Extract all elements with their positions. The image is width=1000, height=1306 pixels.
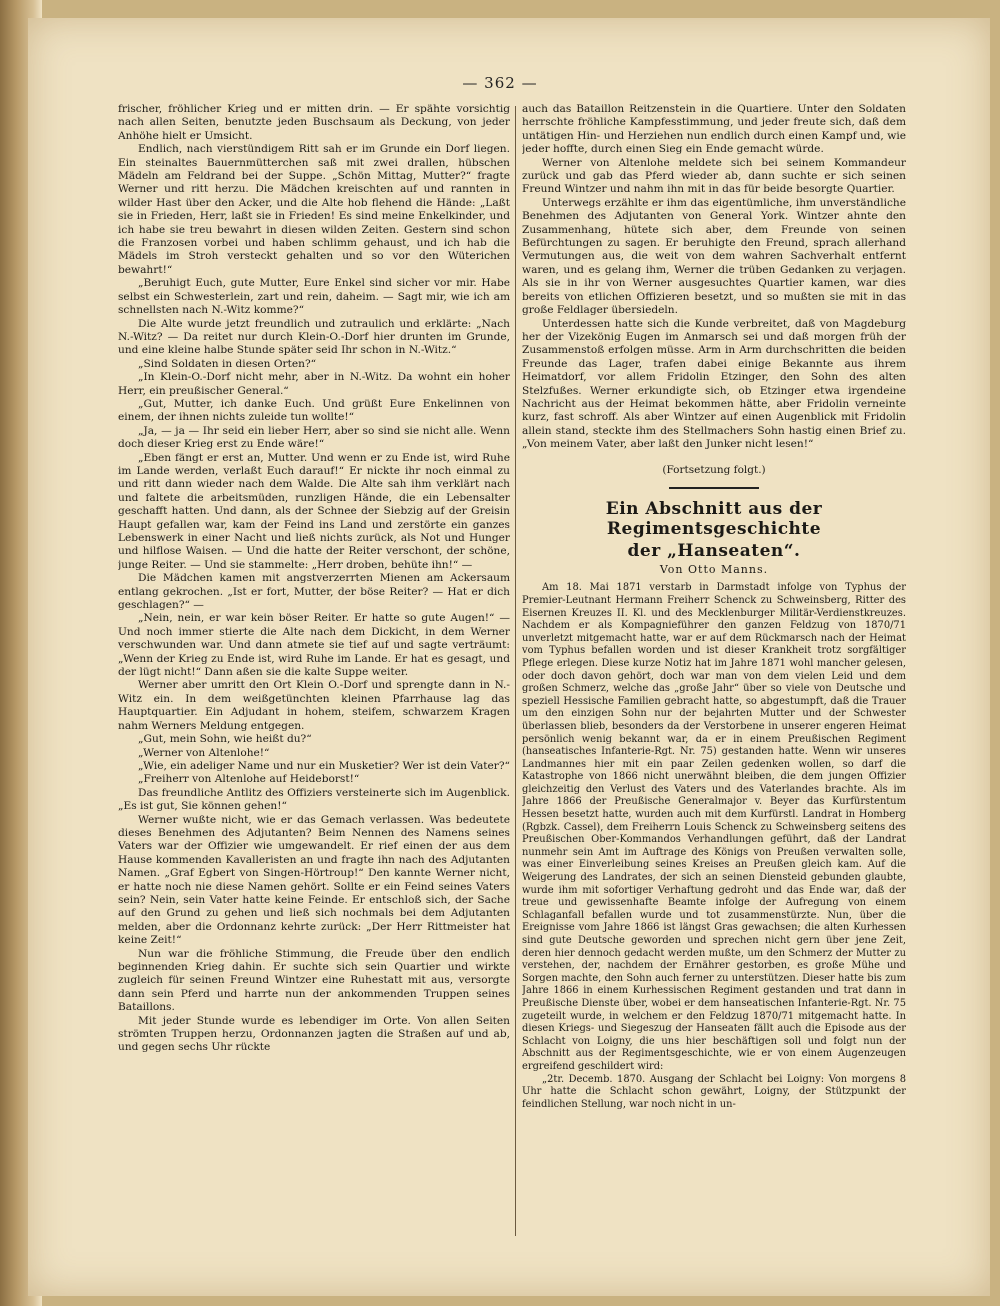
paragraph: Werner von Altenlohe meldete sich bei seinem Kommandeur zurück und gab das Pferd wieder ab, dann suchte er sich seinen Freund Wintzer und nahm ihn mit in das für beide besorgte Quartier. bbox=[522, 156, 906, 196]
paragraph: Unterwegs erzählte er ihm das eigentümliche, ihm unverständliche Benehmen des Adjutanten von General York. Wintzer ahnte den Zusammenhang, hütete sich aber, dem Freunde von seinen Befürchtungen zu sagen. Er beruhigte den Freund, sprach allerhand Vermutungen aus, die weit von dem wahren Sachverhalt entfernt waren, und es gelang ihm, Werner die trüben Gedanken zu verjagen. Als sie in ihr von Werner ausgesuchtes Quartier kamen, war dies bereits von etlichen Offizieren besetzt, und so mußten sie mit in das große Feldlager übersiedeln. bbox=[522, 196, 906, 317]
paragraph: „Freiherr von Altenlohe auf Heideborst!“ bbox=[138, 773, 360, 786]
paragraph: Mit jeder Stunde wurde es lebendiger im Orte. Von allen Seiten strömten Truppen herzu, Ordonnanzen jagten die Straßen auf und ab, und gegen sechs Uhr rückte bbox=[118, 1014, 510, 1054]
paragraph: „Nein, nein, er war kein böser Reiter. Er hatte so gute Augen!“ — Und noch immer stierte die Alte nach dem Dickicht, in dem Werner verschwunden war. Und dann atmete sie tief auf und sagte verträumt: „Wenn der Krieg zu Ende ist, wird Ruhe im Lande. Er hat es gesagt, und der lügt nicht!“ Dann aßen sie die kalte Suppe weiter. bbox=[118, 612, 510, 679]
page-number: — 362 — bbox=[462, 74, 538, 92]
paragraph: „Ja, — ja — Ihr seid ein lieber Herr, aber so sind sie nicht alle. Wenn doch dieser Krieg erst zu Ende wäre!“ bbox=[118, 424, 510, 451]
paragraph: Nun war die fröhliche Stimmung, die Freude über den endlich beginnenden Krieg dahin. Er suchte sich sein Quartier und wirkte zugleich für seinen Freund Wintzer eine Ruhestatt mit aus, versorgte dann sein Pferd und harrte nun der ankommenden Truppen seines Bataillons. bbox=[118, 947, 510, 1014]
article-title-line2: der „Hanseaten“. bbox=[627, 540, 801, 561]
paragraph: Die Alte wurde jetzt freundlich und zutraulich und erklärte: „Nach N.-Witz? — Da reitet nur durch Klein-O.-Dorf hier drunten im Grunde, und eine kleine halbe Stunde später seid Ihr schon in N.-Witz.“ bbox=[118, 317, 510, 357]
right-column bbox=[522, 103, 906, 1273]
paragraph: Werner aber umritt den Ort Klein O.-Dorf und sprengte dann in N.-Witz ein. In dem weißgetünchten kleinen Pfarrhause lag das Hauptquartier. Ein Adjudant in hohem, steifem, schwarzem Kragen nahm Werners Meldung entgegen. bbox=[118, 679, 510, 732]
paragraph: „Gut, Mutter, ich danke Euch. Und grüßt Eure Enkelinnen von einem, der ihnen nichts zuleide tun wollte!“ bbox=[118, 397, 510, 424]
paragraph: „Gut, mein Sohn, wie heißt du?“ bbox=[138, 733, 312, 746]
paragraph: „In Klein-O.-Dorf nicht mehr, aber in N.-Witz. Da wohnt ein hoher Herr, ein preußischer General.“ bbox=[118, 371, 510, 397]
paragraph: Werner wußte nicht, wie er das Gemach verlassen. Was bedeutete dieses Benehmen des Adjutanten? Beim Nennen des Namens seines Vaters war der Offizier wie umgewandelt. Er rief einen der aus dem Hause kommenden Kavalleristen an und fragte ihn nach des Adjutanten Namen. „Graf Egbert von Singen-Hörtroup!“ Den kannte Werner nicht, er hatte noch nie diese Namen gehört. Sollte er ein Feind seines Vaters sein? Nein, sein Vater hatte keine Feinde. Er entschloß sich, der Sache auf den Grund zu gehen und ließ sich nochmals bei dem Adjutanten melden, aber die Ordonnanz kehrte zurück: „Der Herr Rittmeister hat keine Zeit!“ bbox=[118, 813, 510, 947]
section-rule bbox=[669, 487, 759, 489]
article-title-line1: Ein Abschnitt aus der Regimentsgeschichte bbox=[605, 498, 823, 539]
column-divider bbox=[515, 106, 516, 1236]
paragraph: Das freundliche Antlitz des Offiziers versteinerte sich im Augenblick. „Es ist gut, Sie können gehen!“ bbox=[118, 786, 510, 813]
left-column bbox=[118, 103, 510, 1273]
continuation-note: (Fortsetzung folgt.) bbox=[662, 463, 766, 476]
paragraph: „2tr. Decemb. 1870. Ausgang der Schlacht bei Loigny: Von morgens 8 Uhr hatte die Schlacht schon gewährt, Loigny, der Stützpunkt der feindlichen Stellung, war noch nicht in un- bbox=[522, 1073, 906, 1110]
article-byline: Von Otto Manns. bbox=[659, 562, 769, 576]
paragraph: frischer, fröhlicher Krieg und er mitten drin. — Er spähte vorsichtig nach allen Seiten, benutzte jeden Buschsaum als Deckung, von jeder Anhöhe hielt er Umsicht. bbox=[118, 103, 510, 142]
paragraph: „Sind Soldaten in diesen Orten?“ bbox=[138, 357, 317, 370]
paragraph: auch das Bataillon Reitzenstein in die Quartiere. Unter den Soldaten herrschte fröhliche Kampfesstimmung, und jeder freute sich, daß dem untätigen Hin- und Herziehen nun endlich durch einen Kampf und, wie jeder hoffte, durch einen Sieg ein Ende gemacht würde. bbox=[522, 103, 906, 156]
paragraph: „Wie, ein adeliger Name und nur ein Musketier? Wer ist dein Vater?“ bbox=[138, 759, 510, 772]
paragraph: „Beruhigt Euch, gute Mutter, Eure Enkel sind sicher vor mir. Habe selbst ein Schwesterlein, zart und rein, daheim. — Sagt mir, wie ich am schnellsten nach N.-Witz komme?“ bbox=[118, 277, 510, 317]
paragraph: „Werner von Altenlohe!“ bbox=[138, 746, 270, 759]
paragraph: Am 18. Mai 1871 verstarb in Darmstadt infolge von Typhus der Premier-Leutnant Hermann Freiherr Schenck zu Schweinsberg, Ritter des Eisernen Kreuzes II. Kl. und des Mecklenburger Militär-Verdienstkreuzes. Nachdem er als Kompagnieführer den ganzen Feldzug von 1870/71 unverletzt mitgemacht hatte, war er auf dem Rückmarsch nach der Heimat vom Typhus befallen worden und ist dieser Krankheit trotz sorgfältiger Pflege erlegen. Diese kurze Notiz hat im Jahre 1871 wohl mancher gelesen, oder doch davon gehört, doch war man von dem vielen Leid und dem großen Schmerz, welche das „große Jahr“ über so viele von Deutsche und speziell Hessische Familien gebracht hatte, so abgestumpft, daß die Trauer um den einzigen Sohn nur der bejahrten Mutter und der Schwester überlassen blieb, besonders da der Verstorbene in unserer engeren Heimat persönlich wenig bekannt war, da er in einem Preußischen Regiment (hanseatisches Infanterie-Rgt. Nr. 75) gestanden hatte. Wenn wir unseres Landmannes hier mit ein paar Zeilen gedenken wollen, so darf die Katastrophe von 1866 nicht unerwähnt bleiben, die dem jungen Offizier gleichzeitig den Verlust des Vaters und des Vaterlandes brachte. Als im Jahre 1866 der Preußische Generalmajor v. Beyer das Kurfürstentum Hessen besetzt hatte, wurden auch mit dem Kurfürstl. Landrat in Homberg (Rgbzk. Cassel), dem Freiherrn Louis Schenck zu Schweinsberg seitens des Preußischen Ober-Kommandos Verhandlungen geführt, daß der Landrat nunmehr sein Amt im Auftrage des Königs von Preußen verwalten solle, was einer Einverleibung seines Kreises an Preußen gleich kam. Auf die Weigerung des Landrates, der sich an seinen Diensteid gebunden glaubte, wurde ihm mit sofortiger Verhaftung gedroht und das Ende war, daß der treue und gewissenhafte Beamte infolge der Aufregung von einem Schlaganfall befallen wurde und tot zusammenstürzte. Nun, über die Ereignisse vom Jahre 1866 ist längst Gras gewachsen; die alten Kurhessen sind gute Deutsche geworden und sprechen nicht gern über jene Zeit, deren hier dennoch gedacht werden mußte, um den Schmerz der Mutter zu verstehen, der, nachdem der Ernährer gestorben, es große Mühe und Sorgen machte, den Sohn auch ferner zu unterstützen. Dieser hatte bis zum Jahre 1866 in einem Kurhessischen Regiment gestanden und trat dann in Preußische Dienste über, wobei er dem hanseatischen Infanterie-Rgt. Nr. 75 zugeteilt wurde, in welchem er den Feldzug 1870/71 mitgemacht hatte. In diesen Kriegs- und Siegeszug der Hanseaten fällt auch die Episode aus der Schlacht von Loigny, die uns hier beschäftigen soll und folgt nun der Abschnitt aus der Regimentsgeschichte, wie er von einem Augenzeugen ergreifend geschildert wird: bbox=[522, 582, 906, 1072]
paragraph: Endlich, nach vierstündigem Ritt sah er im Grunde ein Dorf liegen. Ein steinaltes Bauernmütterchen saß mit zwei drallen, hübschen Mädeln am Feldrand bei der Suppe. „Schön Mittag, Mutter?“ fragte Werner und ritt herzu. Die Mädchen kreischten auf und rannten in wilder Hast über den Acker, und die Alte hob flehend die Hände: „Laßt sie in Frieden, Herr, laßt sie in Frieden! Es sind meine Enkelkinder, und ich habe sie treu bewahrt in diesen wilden Zeiten. Gestern sind schon die Franzosen vorbei und haben schlimm gehaust, und ich hab die Mädels im Stroh versteckt gehalten und so vor den Wüterichen bewahrt!“ bbox=[118, 143, 510, 276]
paragraph: Die Mädchen kamen mit angstverzerrten Mienen am Ackersaum entlang gekrochen. „Ist er fort, Mutter, der böse Reiter? — Hat er dich geschlagen?“ — bbox=[118, 572, 510, 612]
paragraph: Unterdessen hatte sich die Kunde verbreitet, daß von Magdeburg her der Vizekönig Eugen im Anmarsch sei und daß morgen früh der Zusammenstoß erfolgen müsse. Arm in Arm durchschritten die beiden Freunde das Lager, trafen dabei einige Bekannte aus ihrem Heimatdorf, vor allem Fridolin Etzinger, den Sohn des alten Stelzfußes. Werner erkundigte sich, ob Etzinger etwa irgendeine Nachricht aus der Heimat bekommen hätte, aber Fridolin verneinte kurz, fast schroff. Als aber Wintzer auf einen Augenblick mit Fridolin allein stand, steckte ihm des Stellmachers Sohn hastig einen Brief zu. „Von meinem Vater, aber laßt den Junker nicht lesen!“ bbox=[522, 317, 906, 451]
paragraph: „Eben fängt er erst an, Mutter. Und wenn er zu Ende ist, wird Ruhe im Lande werden, verlaßt Euch darauf!“ Er nickte ihr noch einmal zu und ritt dann wieder nach dem Walde. Die Alte sah ihm verklärt nach und faltete die arbeitsmüden, runzligen Hände, die ein Lebensalter geschafft hatten. Und dann, als der Schnee der Siebzig auf der Greisin Haupt gefallen war, kam der Feind ins Land und zerstörte ein ganzes Lebenswerk in einer Nacht und ließ nichts zurück, als Not und Hunger und hilflose Waisen. — Und die hatte der Reiter verschont, der schöne, junge Reiter. — Und sie stammelte: „Herr droben, behüte ihn!“ — bbox=[118, 451, 510, 571]
